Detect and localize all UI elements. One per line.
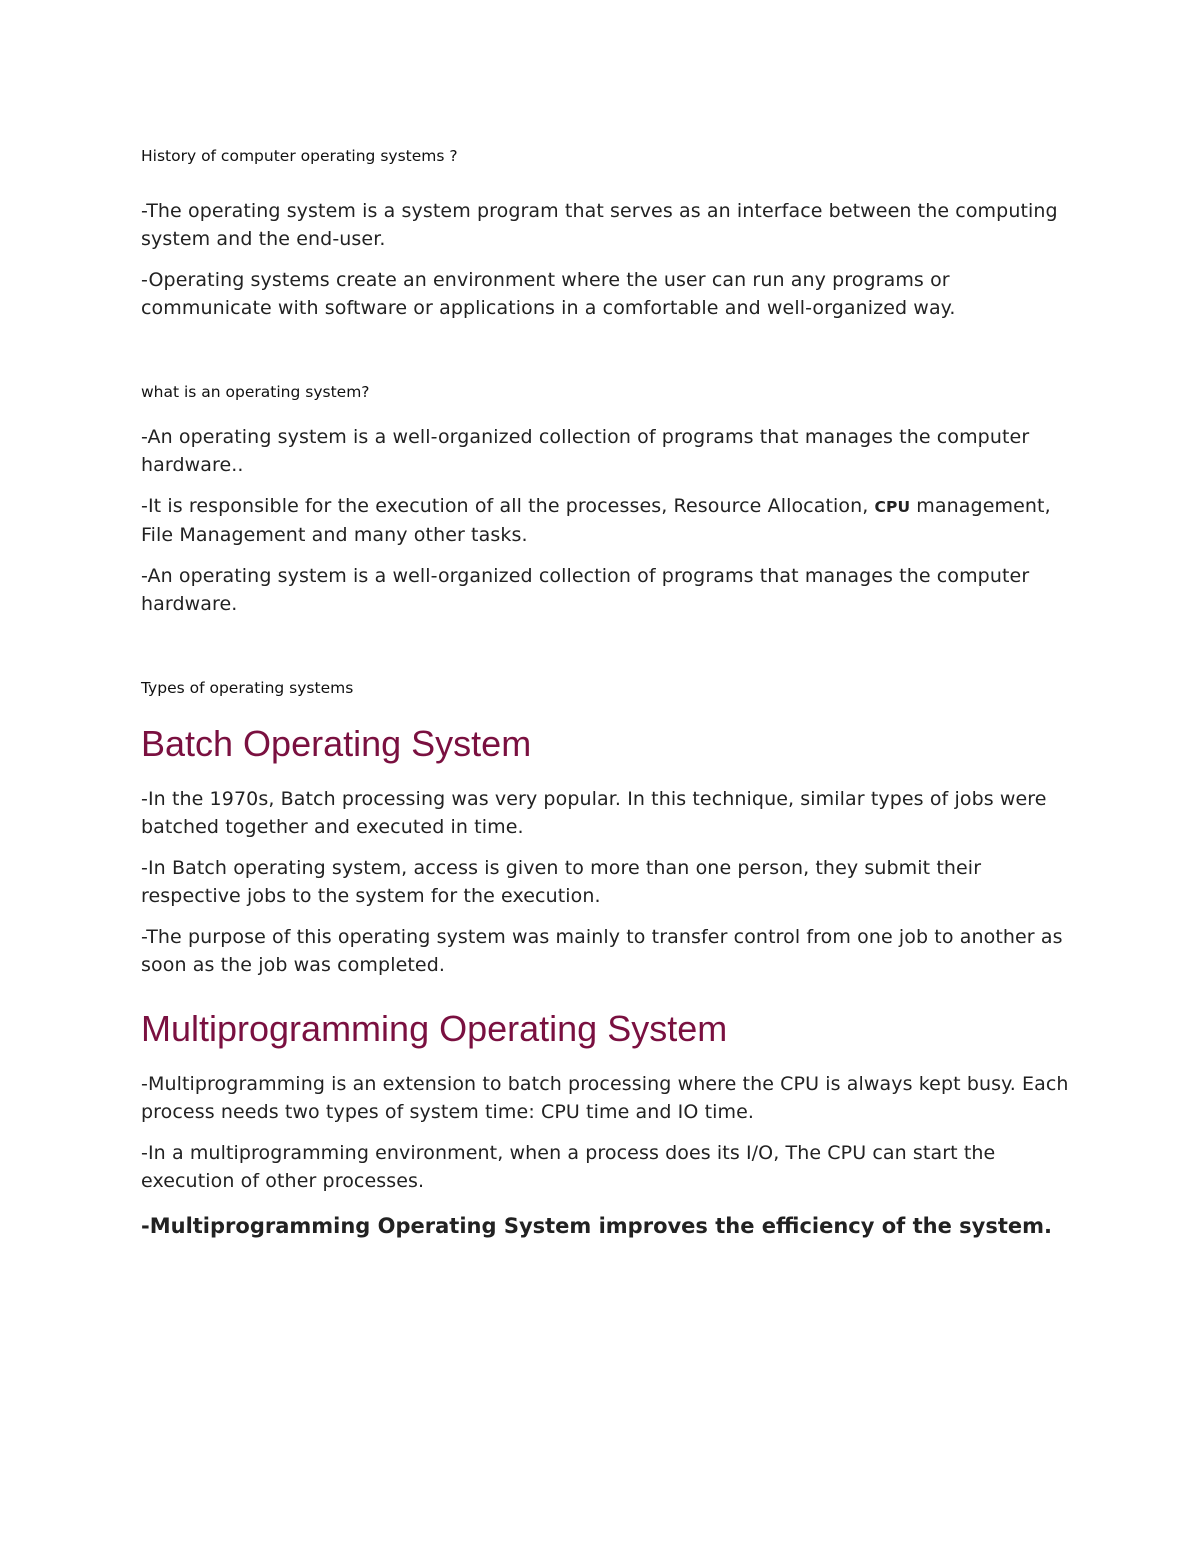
- what-is-paragraph-3: -An operating system is a well-organized collection of programs that manages the computer hardware.: [141, 565, 1030, 615]
- history-paragraph-1: -The operating system is a system program that serves as an interface between the computing system and the end-user.: [141, 200, 1058, 250]
- history-heading: History of computer operating systems ?: [141, 147, 458, 165]
- what-is-paragraph-2-end: management, File Management and many other tasks.: [141, 495, 1051, 546]
- history-paragraph-2: -Operating systems create an environment where the user can run any programs or communicate with software or applications in a comfortable and well-organized way.: [141, 269, 956, 319]
- what-is-heading: what is an operating system?: [141, 383, 370, 401]
- what-is-paragraph-2: [141, 493, 1071, 549]
- what-is-paragraph-1: -An operating system is a well-organized collection of programs that manages the computer hardware..: [141, 426, 1030, 476]
- batch-paragraph-2: -In Batch operating system, access is given to more than one person, they submit their respective jobs to the system for the execution.: [141, 857, 982, 907]
- batch-paragraph-1: -In the 1970s, Batch processing was very popular. In this technique, similar types of jobs were batched together and executed in time.: [141, 788, 1047, 838]
- multiprogramming-paragraph-3: -Multiprogramming Operating System improves the efficiency of the system.: [141, 1214, 1052, 1238]
- batch-os-title: Batch Operating System: [141, 723, 532, 764]
- document-body: [141, 144, 1071, 1241]
- multiprogramming-paragraph-1: -Multiprogramming is an extension to batch processing where the CPU is always kept busy. Each process needs two types of system time: CPU time and IO time.: [141, 1073, 1069, 1123]
- batch-paragraph-3: -The purpose of this operating system was mainly to transfer control from one job to another as soon as the job was completed.: [141, 926, 1063, 976]
- what-is-paragraph-2-start: -It is responsible for the execution of all the processes, Resource Allocation,: [141, 495, 875, 517]
- cpu-term: CPU: [874, 498, 911, 516]
- multiprogramming-os-title: Multiprogramming Operating System: [141, 1008, 728, 1049]
- types-heading: Types of operating systems: [141, 679, 354, 697]
- multiprogramming-paragraph-2: -In a multiprogramming environment, when a process does its I/O, The CPU can start the execution of other processes.: [141, 1142, 996, 1192]
